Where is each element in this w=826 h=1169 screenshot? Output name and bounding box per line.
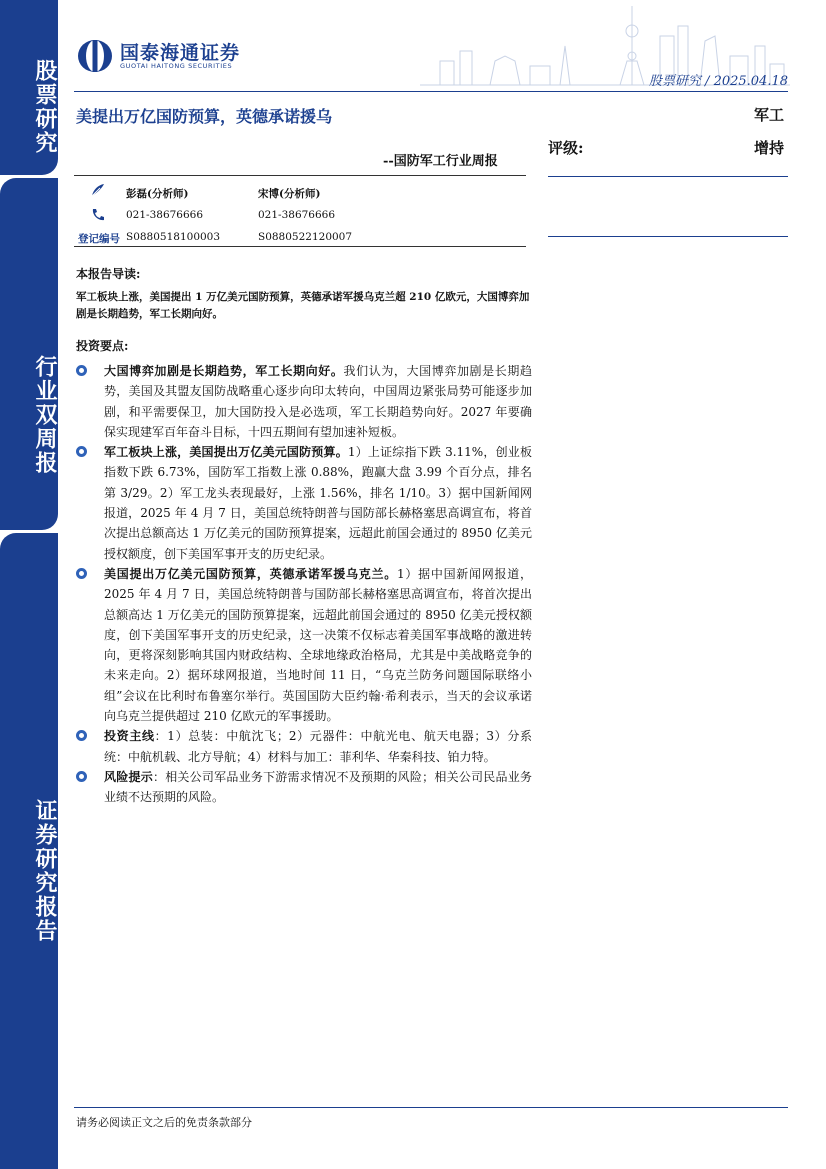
point-heading: 军工板块上涨，美国提出万亿美元国防预算。: [104, 445, 348, 460]
analyst-box-top: [74, 175, 526, 176]
list-item: [76, 361, 532, 442]
logo-chinese-name: 国泰海通证券: [120, 42, 241, 64]
bullet-icon: [76, 730, 87, 741]
guide-heading: 本报告导读:: [76, 267, 141, 281]
list-item: [76, 726, 532, 767]
email-icon: [90, 182, 106, 198]
company-logo: [76, 38, 286, 74]
analyst-1-phone: 021-38676666: [126, 209, 204, 221]
report-title: 美提出万亿国防预算，英德承诺援乌: [76, 107, 333, 126]
rating-divider-top: [548, 176, 788, 177]
rating-divider-bottom: [548, 236, 788, 237]
phone-icon: [90, 207, 106, 223]
sidebar: [0, 0, 58, 1169]
investment-points-list: [76, 361, 532, 808]
analyst-2-name: 宋博(分析师): [258, 188, 321, 200]
list-item: [76, 767, 532, 808]
point-heading: 风险提示: [104, 769, 153, 784]
rating-value: 增持: [753, 139, 784, 157]
list-item: [76, 442, 532, 564]
logo-mark-icon: [76, 38, 114, 74]
point-heading: 投资主线: [104, 729, 155, 744]
header-divider: [74, 91, 788, 92]
bullet-icon: [76, 446, 87, 457]
bullet-icon: [76, 771, 87, 782]
analyst-1-name: 彭磊(分析师): [126, 188, 189, 200]
point-text: 1）上证综指下跌 3.11%，创业板指数下跌 6.73%，国防军工指数上涨 0.88%，跑赢大盘 3.99 个百分点，排名第 3/29。2）军工龙头表现最好，上涨 1.56%，排名 1/10。3）据中国新闻网报道，2025 年 4 月 7 日，美国总统特朗普与国防部长赫格塞思高调宣布，将首次提出总额高达 1 万亿美元的国防预算提案，远超此前国会通过的 8950 亿美元授权额度，创下美国军事开支的历史纪录。: [104, 445, 532, 561]
sidebar-tab-securities-report: 证券研究报告: [0, 533, 58, 1169]
analyst-2-registration: S0880522120007: [258, 231, 353, 243]
sidebar-tab-biweekly: 行业双周报: [0, 178, 58, 530]
points-heading: 投资要点:: [76, 339, 129, 353]
logo-english-name: GUOTAI HAITONG SECURITIES: [120, 62, 233, 70]
sector-label: 军工: [753, 106, 784, 124]
report-subtitle: --国防军工行业周报: [383, 154, 498, 169]
point-heading: 美国提出万亿美元国防预算，英德承诺军援乌克兰。: [104, 566, 397, 581]
report-date: 股票研究 / 2025.04.18: [648, 74, 788, 89]
bullet-icon: [76, 365, 87, 376]
analyst-box-bottom: [74, 246, 526, 247]
footer-disclaimer: 请务必阅读正文之后的免责条款部分: [76, 1116, 252, 1129]
rating-label: 评级:: [548, 139, 584, 157]
point-text: ：相关公司军品业务下游需求情况不及预期的风险；相关公司民品业务业绩不达预期的风险。: [104, 769, 532, 805]
analyst-2-phone: 021-38676666: [258, 209, 336, 221]
guide-text: 军工板块上涨，美国提出 1 万亿美元国防预算，英德承诺军援乌克兰超 210 亿欧元，大国博弈加剧是长期趋势，军工长期向好。: [76, 291, 530, 320]
point-text: 1）据中国新闻网报道，2025 年 4 月 7 日，美国总统特朗普与国防部长赫格塞思高调宣布，将首次提出总额高达 1 万亿美元的国防预算提案，远超此前国会通过的 8950 亿美元授权额度，创下美国军事开支的历史纪录，这一决策不仅标志着美国军事战略的激进转向，更将深刻影响其国内财政结构、全球地缘政治格局，尤其是中美战略竞争的未来走向。2）据环球网报道，当地时间 11 日，“乌克兰防务问题国际联络小组”会议在比利时布鲁塞尔举行。英国国防大臣约翰·希利表示，当天的会议承诺向乌克兰提供超过 210 亿欧元的军事援助。: [104, 566, 532, 724]
sidebar-tab-stock-research: 股票研究: [0, 0, 58, 175]
analyst-1-registration: S0880518100003: [126, 231, 221, 243]
point-heading: 大国博弈加剧是长期趋势，军工长期向好。: [104, 364, 344, 378]
point-text: 我们认为，大国博弈加剧是长期趋势，美国及其盟友国防战略重心逐步向印太转向，中国周边紧张局势可能逐步加剧，和平需要保卫，加大国防投入是必选项，军工长期趋势向好。2027 年要确保实现建军百年奋斗目标，十四五期间有望加速补短板。: [104, 364, 532, 439]
bullet-icon: [76, 568, 87, 579]
registration-label: 登记编号: [78, 233, 120, 245]
list-item: [76, 564, 532, 726]
footer-divider: [74, 1107, 788, 1108]
point-text: ：1）总装：中航沈飞；2）元器件：中航光电、航天电器；3）分系统：中航机载、北方导航；4）材料与加工：菲利华、华秦科技、铂力特。: [104, 729, 532, 764]
